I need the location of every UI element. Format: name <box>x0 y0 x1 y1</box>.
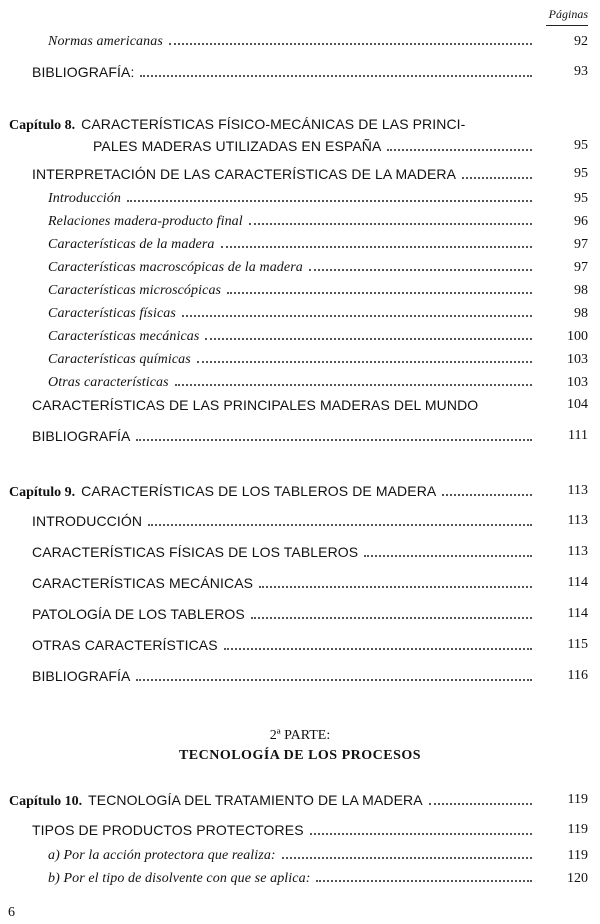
chapter-page: 119 <box>567 792 588 807</box>
entry-label: Características físicas <box>48 306 176 321</box>
entry-label: CARACTERÍSTICAS DE LAS PRINCIPALES MADERAS DEL MUNDO <box>32 397 479 413</box>
entry-label: Características macroscópicas de la madera <box>48 260 303 275</box>
entry-page: 95 <box>574 166 588 181</box>
toc-entry-bibliografia[interactable] <box>32 64 538 81</box>
toc-subentry[interactable] <box>48 283 538 299</box>
entry-label: Otras características <box>48 375 169 390</box>
toc-subentry[interactable] <box>48 848 538 864</box>
dot-leader <box>182 314 532 317</box>
entry-page: 111 <box>568 428 588 443</box>
entry-label: Introducción <box>48 191 121 206</box>
entry-label: Características mecánicas <box>48 329 200 344</box>
dot-leader <box>249 222 532 225</box>
toc-subentry[interactable] <box>48 871 538 887</box>
chapter-10-heading[interactable] <box>9 792 538 810</box>
dot-leader <box>197 360 532 363</box>
entry-label: b) Por el tipo de disolvente con que se aplica: <box>48 871 311 886</box>
dot-leader <box>136 438 532 441</box>
entry-page: 119 <box>567 822 588 837</box>
dot-leader <box>462 176 532 179</box>
toc-entry[interactable] <box>32 606 538 623</box>
dot-leader <box>169 42 532 45</box>
dot-leader <box>259 585 532 588</box>
dot-leader <box>148 523 532 526</box>
chapter-title: CARACTERÍSTICAS DE LOS TABLEROS DE MADERA <box>81 483 437 499</box>
entry-page: 97 <box>574 237 588 252</box>
dot-leader <box>387 148 532 151</box>
entry-label: Características de la madera <box>48 237 215 252</box>
entry-label: OTRAS CARACTERÍSTICAS <box>32 637 218 653</box>
entry-page: 114 <box>567 575 588 590</box>
dot-leader <box>251 616 532 619</box>
chapter-page: 113 <box>567 483 588 498</box>
dot-leader <box>310 832 532 835</box>
toc-subentry[interactable] <box>48 306 538 322</box>
entry-page: 100 <box>567 329 588 344</box>
chapter-page: 95 <box>574 138 588 153</box>
part-heading: 2ª PARTE: <box>269 728 331 743</box>
toc-entry-normas-americanas[interactable] <box>48 34 538 50</box>
entry-page: 115 <box>567 637 588 652</box>
dot-leader <box>429 802 532 805</box>
chapter-number: Capítulo 9. <box>9 485 76 500</box>
entry-page: 113 <box>567 513 588 528</box>
entry-label: a) Por la acción protectora que realiza: <box>48 848 276 863</box>
toc-entry[interactable] <box>32 575 538 592</box>
entry-page: 120 <box>567 871 588 886</box>
chapter-number: Capítulo 8. <box>9 118 76 133</box>
entry-page: 104 <box>567 397 588 412</box>
toc-entry[interactable] <box>32 668 538 685</box>
entry-page: 103 <box>567 375 588 390</box>
header-rule <box>546 25 588 26</box>
chapter-number: Capítulo 10. <box>9 794 83 809</box>
chapter-8-heading-line2[interactable] <box>93 138 538 155</box>
entry-label: PATOLOGÍA DE LOS TABLEROS <box>32 606 245 622</box>
page-number: 6 <box>8 905 15 920</box>
toc-entry-bibliografia-8[interactable] <box>32 428 538 445</box>
dot-leader <box>282 856 532 859</box>
chapter-9-heading[interactable] <box>9 483 538 501</box>
paginas-header: Páginas <box>548 7 588 21</box>
entry-label: TIPOS DE PRODUCTOS PROTECTORES <box>32 822 304 838</box>
dot-leader <box>140 74 532 77</box>
dot-leader <box>227 291 532 294</box>
entry-label: CARACTERÍSTICAS MECÁNICAS <box>32 575 254 591</box>
toc-entry-principales-maderas[interactable] <box>32 397 478 413</box>
dot-leader <box>175 383 532 386</box>
dot-leader <box>136 678 532 681</box>
part-title: TECNOLOGÍA DE LOS PROCESOS <box>178 748 422 763</box>
entry-page: 98 <box>574 283 588 298</box>
entry-page: 98 <box>574 306 588 321</box>
entry-page: 95 <box>574 191 588 206</box>
entry-page: 113 <box>567 544 588 559</box>
entry-page: 96 <box>574 214 588 229</box>
chapter-title-line1: CARACTERÍSTICAS FÍSICO-MECÁNICAS DE LAS PRINCI- <box>81 116 466 132</box>
toc-entry[interactable] <box>32 544 538 561</box>
dot-leader <box>364 554 532 557</box>
entry-page: 119 <box>567 848 588 863</box>
chapter-8-heading[interactable] <box>9 116 465 134</box>
entry-label: Normas americanas <box>48 34 163 49</box>
dot-leader <box>221 245 532 248</box>
entry-label: Características químicas <box>48 352 191 367</box>
entry-label: BIBLIOGRAFÍA <box>32 428 131 444</box>
toc-entry-interpretacion[interactable] <box>32 166 538 183</box>
toc-entry[interactable] <box>32 637 538 654</box>
entry-page: 93 <box>574 64 588 79</box>
entry-page: 114 <box>567 606 588 621</box>
entry-label: INTRODUCCIÓN <box>32 513 143 529</box>
chapter-title-line2: PALES MADERAS UTILIZADAS EN ESPAÑA <box>93 138 382 154</box>
dot-leader <box>127 199 532 202</box>
chapter-title: TECNOLOGÍA DEL TRATAMIENTO DE LA MADERA <box>88 792 423 808</box>
entry-page: 103 <box>567 352 588 367</box>
entry-label: INTERPRETACIÓN DE LAS CARACTERÍSTICAS DE LA MADERA <box>32 166 457 182</box>
toc-entry[interactable] <box>32 513 538 530</box>
toc-subentry[interactable] <box>48 375 538 391</box>
toc-subentry[interactable] <box>48 352 538 368</box>
entry-page: 116 <box>567 668 588 683</box>
entry-page: 97 <box>574 260 588 275</box>
toc-subentry[interactable] <box>48 260 538 276</box>
dot-leader <box>205 337 532 340</box>
entry-label: BIBLIOGRAFÍA <box>32 668 131 684</box>
entry-page: 92 <box>574 34 588 49</box>
entry-label: Características microscópicas <box>48 283 222 298</box>
entry-label: BIBLIOGRAFÍA: <box>32 64 135 80</box>
toc-subentry[interactable] <box>48 214 538 230</box>
toc-subentry[interactable] <box>48 237 538 253</box>
entry-label: Relaciones madera-producto final <box>48 214 243 229</box>
dot-leader <box>316 879 532 882</box>
dot-leader <box>442 493 532 496</box>
toc-entry-tipos-productos[interactable] <box>32 822 538 839</box>
toc-subentry[interactable] <box>48 329 538 345</box>
dot-leader <box>309 268 532 271</box>
dot-leader <box>224 647 532 650</box>
entry-label: CARACTERÍSTICAS FÍSICAS DE LOS TABLEROS <box>32 544 359 560</box>
toc-subentry[interactable] <box>48 191 538 207</box>
